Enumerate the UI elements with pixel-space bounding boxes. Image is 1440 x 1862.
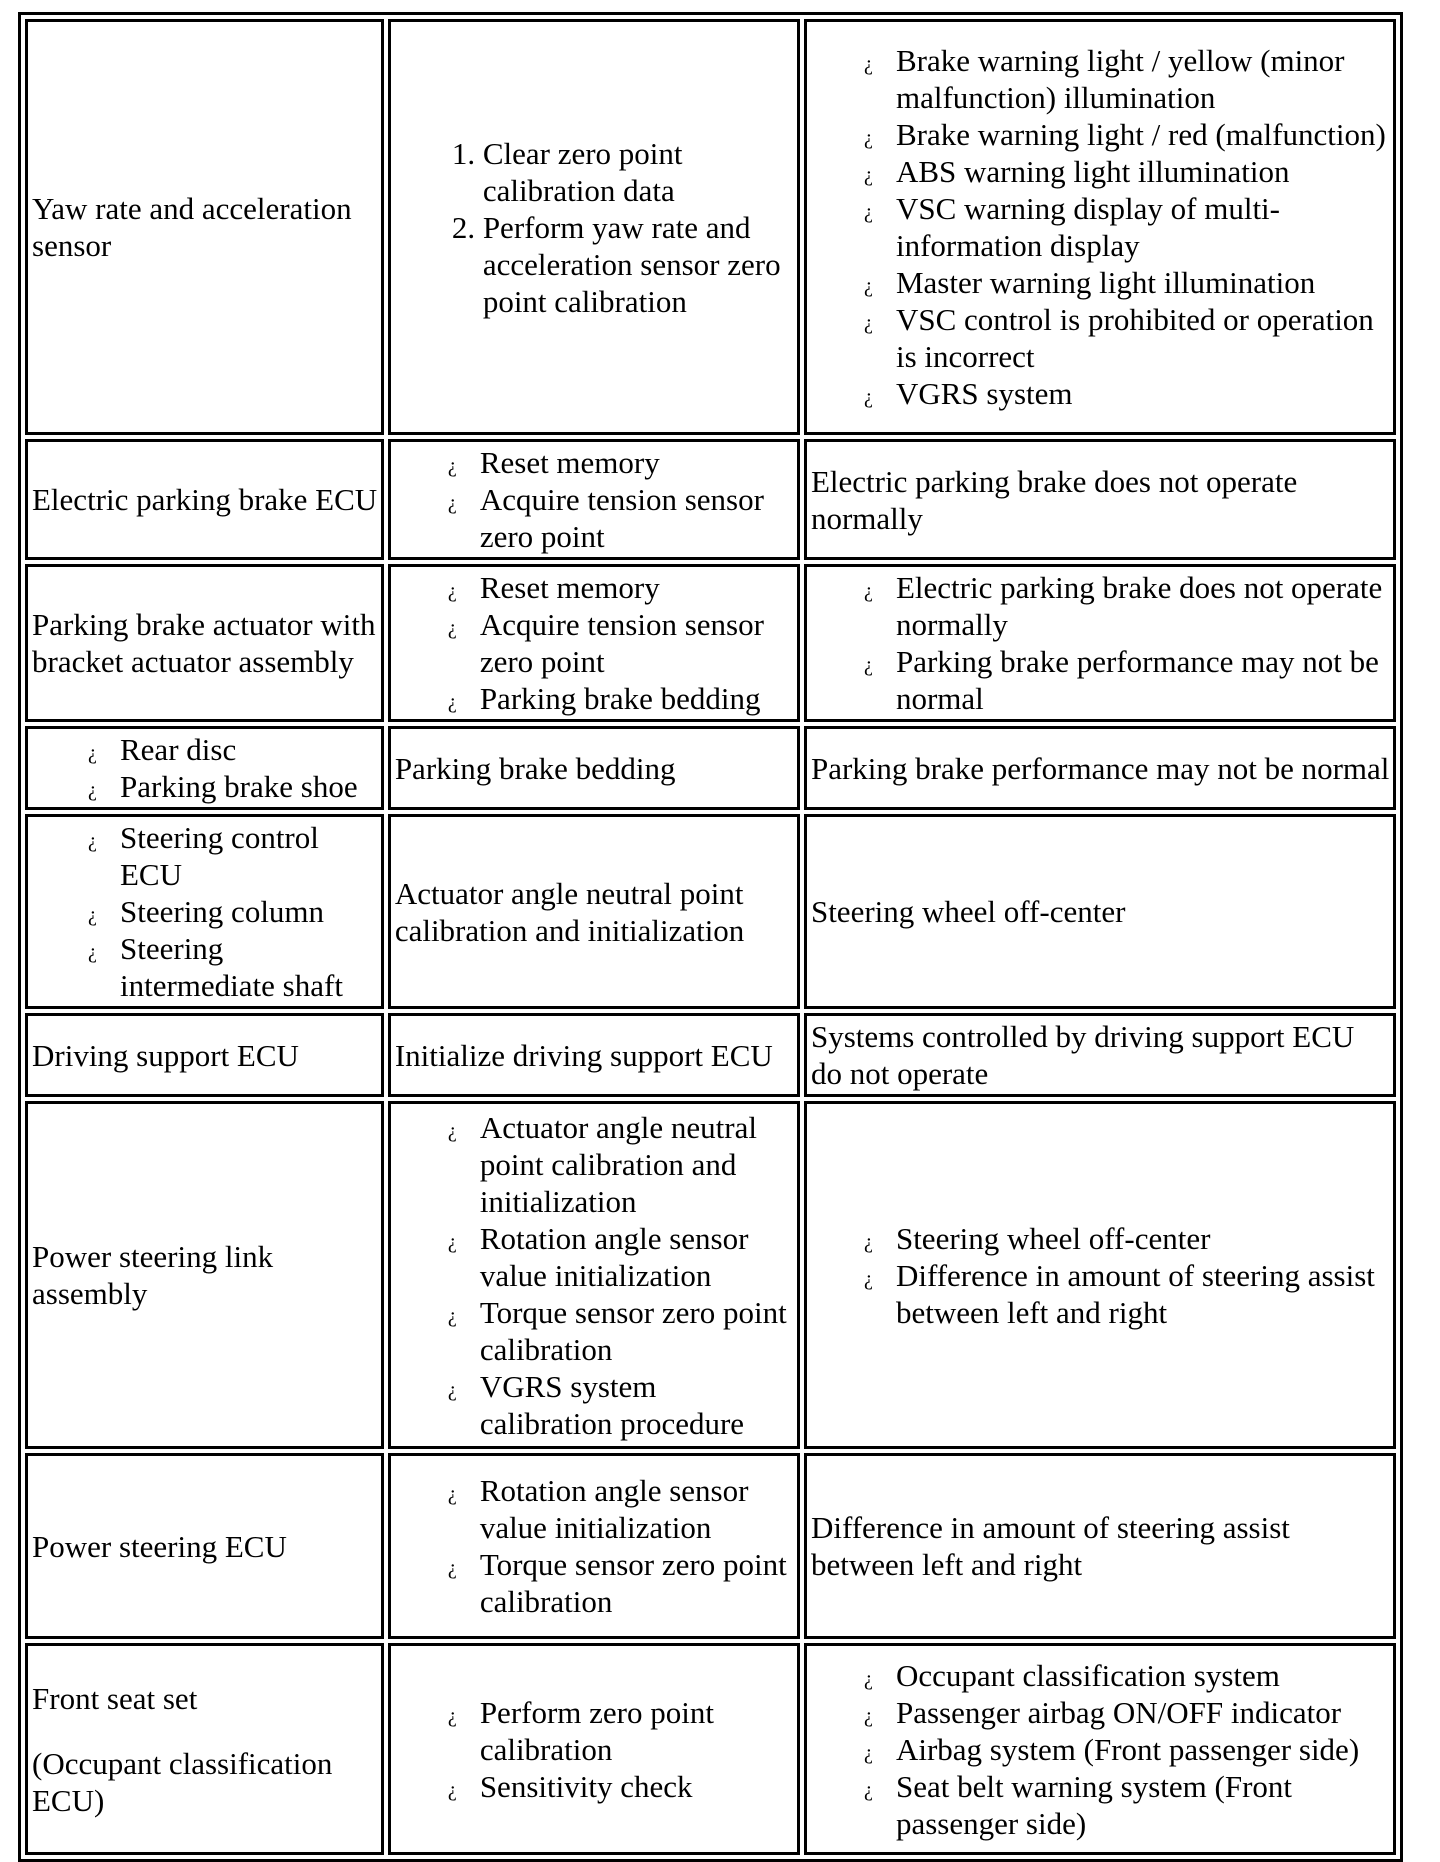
- procedure-cell: [388, 1101, 800, 1449]
- procedure-cell: [388, 814, 800, 1009]
- list-item: ¿ Electric parking brake does not operate normally: [896, 569, 1391, 643]
- list-item: ¿ Brake warning light / yellow (minor malfunction) illumination: [896, 42, 1391, 116]
- cell-note: (Occupant classification ECU): [32, 1745, 333, 1818]
- bullet-list: [811, 569, 1391, 717]
- cell-text: Driving support ECU: [32, 1037, 299, 1073]
- list-item: ¿ Rotation angle sensor value initialization: [480, 1220, 795, 1294]
- cell-text: Difference in amount of steering assist between left and right: [810, 1510, 1290, 1582]
- result-cell: [804, 814, 1396, 1009]
- numbered-list: [395, 135, 795, 320]
- list-item: ¿ VSC warning display of multi-information display: [896, 190, 1391, 264]
- list-item: ¿ Rotation angle sensor value initialization: [480, 1472, 795, 1546]
- cell-text: Parking brake actuator with bracket actuator assembly: [32, 607, 376, 679]
- cell-text: Power steering link assembly: [32, 1239, 274, 1311]
- part-cell: [25, 1643, 384, 1855]
- table-row: [25, 726, 1396, 810]
- table-body: [25, 19, 1396, 1855]
- list-item: ¿ Master warning light illumination: [896, 264, 1391, 301]
- bullet-list: [811, 42, 1391, 412]
- cell-text: Power steering ECU: [32, 1528, 287, 1564]
- bullet-list: [32, 819, 379, 1004]
- part-cell: [25, 814, 384, 1009]
- result-cell: [804, 1101, 1396, 1449]
- list-item: ¿ Passenger airbag ON/OFF indicator: [896, 1694, 1391, 1731]
- bullet-list: [395, 569, 795, 717]
- bullet-list: [395, 1109, 795, 1442]
- procedure-cell: [388, 439, 800, 560]
- table-row: [25, 1453, 1396, 1639]
- list-item: ¿ Brake warning light / red (malfunction): [896, 116, 1391, 153]
- result-cell: [804, 19, 1396, 435]
- list-item: ¿ Airbag system (Front passenger side): [896, 1731, 1391, 1768]
- list-item: ¿ Seat belt warning system (Front passenger side): [896, 1768, 1391, 1842]
- procedure-cell: [388, 1013, 800, 1097]
- spacer: [32, 1717, 379, 1745]
- bullet-list: [395, 1472, 795, 1620]
- list-item: ¿ Parking brake shoe: [120, 768, 379, 805]
- cell-text: Parking brake performance may not be normal: [810, 750, 1390, 786]
- procedure-cell: [388, 726, 800, 810]
- list-item: ¿ Rear disc: [120, 731, 379, 768]
- part-cell: [25, 1453, 384, 1639]
- bullet-list: [395, 444, 795, 555]
- list-item: ¿ Difference in amount of steering assist between left and right: [896, 1257, 1391, 1331]
- procedure-cell: [388, 564, 800, 722]
- bullet-list: [811, 1657, 1391, 1842]
- list-item: ¿ Reset memory: [480, 569, 795, 606]
- bullet-list: [32, 731, 379, 805]
- part-cell: [25, 564, 384, 722]
- result-cell: [804, 1453, 1396, 1639]
- list-item: ¿ VGRS system: [896, 375, 1391, 412]
- result-cell: [804, 439, 1396, 560]
- result-cell: [804, 726, 1396, 810]
- table-row: [25, 439, 1396, 560]
- cell-text: Systems controlled by driving support ECU do not operate: [810, 1019, 1355, 1091]
- list-item: ¿ Steering wheel off-center: [896, 1220, 1391, 1257]
- cell-text: Electric parking brake does not operate normally: [810, 463, 1298, 536]
- table-row: [25, 1101, 1396, 1449]
- table-row: [25, 19, 1396, 435]
- part-cell: [25, 1013, 384, 1097]
- result-cell: [804, 1013, 1396, 1097]
- list-item: ¿ Steering intermediate shaft: [120, 930, 379, 1004]
- cell-text: Initialize driving support ECU: [394, 1037, 773, 1073]
- list-item: ¿ Parking brake bedding: [480, 680, 795, 717]
- list-item: ¿ Sensitivity check: [480, 1768, 795, 1805]
- initialization-procedure-table: [21, 15, 1400, 1859]
- list-item: ¿ Steering column: [120, 893, 379, 930]
- result-cell: [804, 564, 1396, 722]
- list-item: ¿ Occupant classification system: [896, 1657, 1391, 1694]
- procedure-table-frame: [18, 12, 1403, 1862]
- result-cell: [804, 1643, 1396, 1855]
- list-item: ¿ Acquire tension sensor zero point: [480, 481, 795, 555]
- table-row: [25, 1643, 1396, 1855]
- part-cell: [25, 439, 384, 560]
- cell-text: Electric parking brake ECU: [32, 482, 378, 517]
- procedure-cell: [388, 1453, 800, 1639]
- table-row: [25, 564, 1396, 722]
- table-row: [25, 1013, 1396, 1097]
- list-item: ¿ ABS warning light illumination: [896, 153, 1391, 190]
- cell-text: Steering wheel off-center: [810, 894, 1126, 929]
- table-row: [25, 814, 1396, 1009]
- list-item: ¿ Acquire tension sensor zero point: [480, 606, 795, 680]
- bullet-list: [811, 1220, 1391, 1331]
- part-cell: [25, 19, 384, 435]
- part-cell: [25, 726, 384, 810]
- bullet-list: [395, 1694, 795, 1805]
- list-item: ¿ Torque sensor zero point calibration: [480, 1546, 795, 1620]
- cell-text: Yaw rate and acceleration sensor: [32, 191, 352, 263]
- list-item: ¿ Parking brake performance may not be normal: [896, 643, 1391, 717]
- list-item: ¿ Reset memory: [480, 444, 795, 481]
- part-cell: [25, 1101, 384, 1449]
- list-item: ¿ VSC control is prohibited or operation is incorrect: [896, 301, 1391, 375]
- list-item: ¿ Torque sensor zero point calibration: [480, 1294, 795, 1368]
- list-item: ¿ Steering control ECU: [120, 819, 379, 893]
- list-item: 2. Perform yaw rate and acceleration sensor zero point calibration: [483, 209, 795, 320]
- list-item: ¿ VGRS system calibration procedure: [480, 1368, 795, 1442]
- cell-text: Front seat set: [32, 1680, 198, 1716]
- procedure-cell: [388, 19, 800, 435]
- list-item: 1. Clear zero point calibration data: [483, 135, 795, 209]
- list-item: ¿ Actuator angle neutral point calibration and initialization: [480, 1109, 795, 1220]
- list-item: ¿ Perform zero point calibration: [480, 1694, 795, 1768]
- procedure-cell: [388, 1643, 800, 1855]
- cell-text: Parking brake bedding: [394, 750, 676, 786]
- cell-text: Actuator angle neutral point calibration and initialization: [394, 875, 745, 948]
